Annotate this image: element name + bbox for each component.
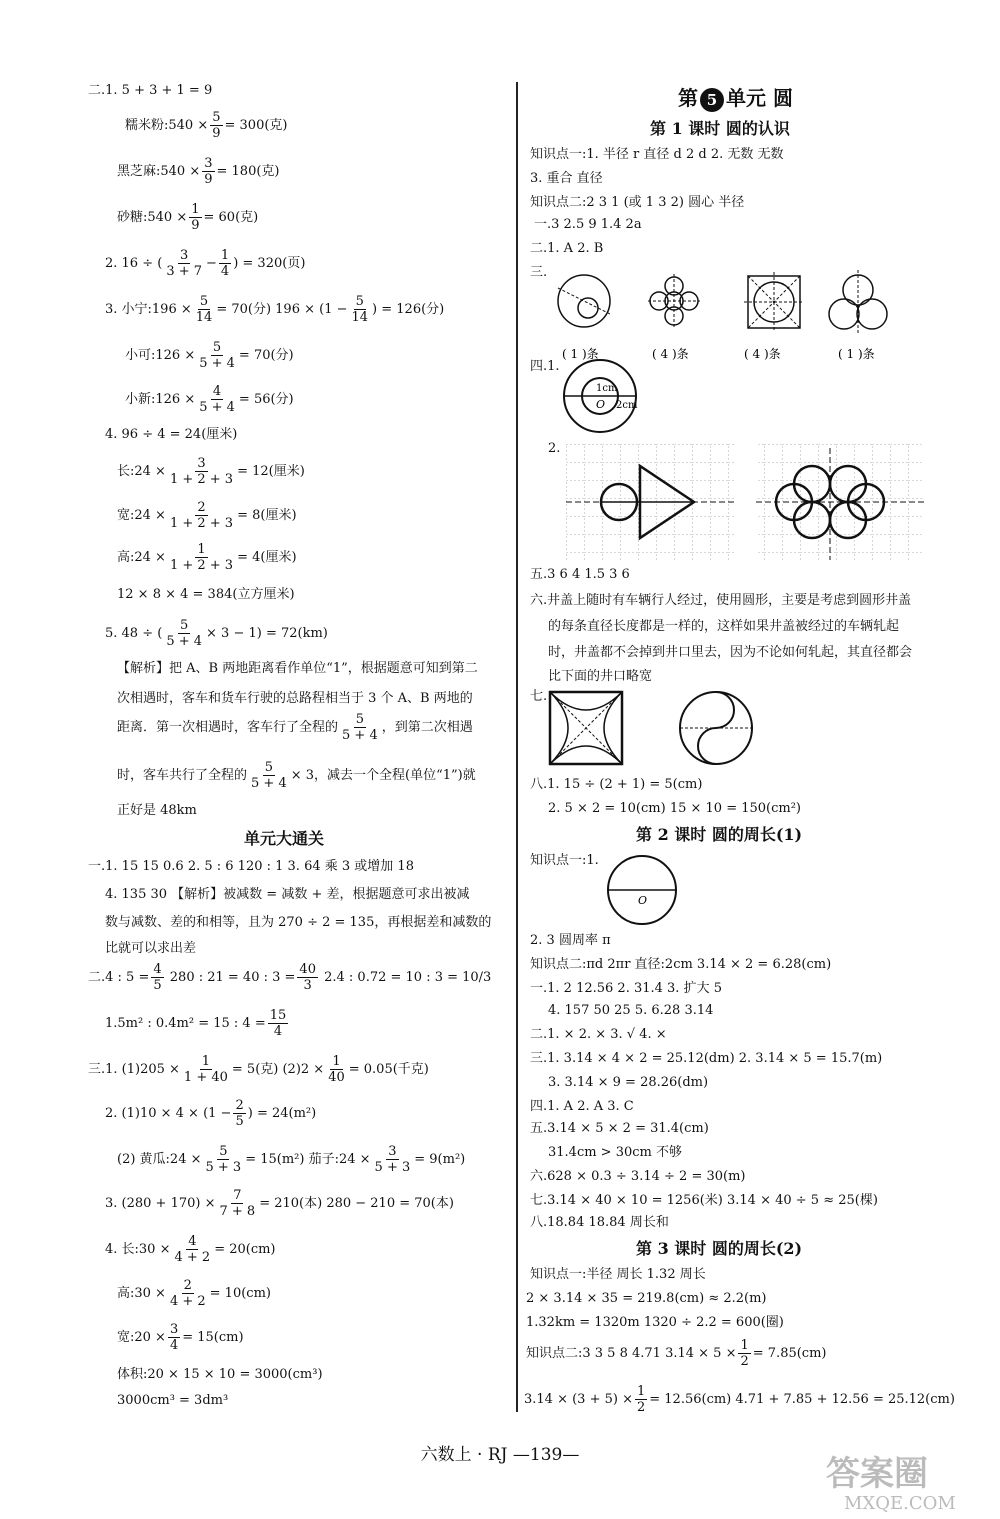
text: = 300(克) <box>224 118 288 133</box>
section-heading <box>650 120 790 138</box>
answer-line <box>125 384 294 415</box>
answer-line <box>530 852 599 870</box>
answer-line <box>105 248 305 279</box>
text: 八.18.84 18.84 周长和 <box>530 1215 669 1230</box>
text: 31.4cm > 30cm 不够 <box>548 1145 682 1160</box>
text: 数与减数、差的和相等，且为 270 ÷ 2 = 135，再根据差和减数的 <box>105 915 492 930</box>
text: 2. <box>548 441 561 456</box>
text: 黑芝麻:540 × <box>117 164 201 179</box>
unit-heading: 第 5 单元 圆 <box>678 86 793 110</box>
text: = 8(厘米) <box>237 508 297 523</box>
answer-line <box>526 1314 784 1332</box>
fraction: $\frac{2}{4 + 2}$ <box>169 1278 206 1309</box>
answer-line <box>105 940 196 958</box>
fig-three-circles-4 <box>829 270 887 334</box>
text: 4. 96 ÷ 4 = 24(厘米) <box>105 427 238 442</box>
answer-line <box>117 542 297 573</box>
answer-line <box>548 618 899 636</box>
text: 1.32km = 1320m 1320 ÷ 2.2 = 600(圈) <box>526 1315 784 1330</box>
answer-line <box>530 194 744 212</box>
text: 3. 重合 直径 <box>530 171 603 186</box>
answer-line <box>530 1192 878 1210</box>
fraction: $\frac{2}{1 + 2 + 3}$ <box>169 500 234 531</box>
fraction: $\frac{1}{40}$ <box>328 1054 345 1085</box>
text: ，到第二次相遇 <box>381 720 473 735</box>
answer-line <box>117 156 279 187</box>
figure-symmetry-circles <box>548 268 908 368</box>
text: 3000cm³ = 3dm³ <box>117 1393 229 1408</box>
text: 二.1. 5 + 3 + 1 = 9 <box>88 83 213 98</box>
text: 第 2 课时 圆的周长(1) <box>636 825 803 844</box>
answer-line <box>548 800 801 818</box>
svg-text:O: O <box>638 894 648 907</box>
text: 4. 长:30 × <box>105 1242 171 1257</box>
svg-text:( 1 )条: ( 1 )条 <box>838 347 875 361</box>
fraction: $\frac{1}{1 + 40}$ <box>183 1054 228 1085</box>
answer-line <box>88 962 491 993</box>
text: = 15(cm) <box>182 1330 244 1345</box>
text: 高:24 × <box>117 550 166 565</box>
text: 七.3.14 × 40 × 10 = 1256(米) 3.14 × 40 ÷ 5 ≈ 25(棵) <box>530 1193 878 1208</box>
text: = 12(厘米) <box>237 464 305 479</box>
text: × 3，减去一个全程(单位“1”)就 <box>290 768 476 783</box>
text: × 3 − 1) = 72(km) <box>206 626 328 641</box>
text: 六.628 × 0.3 ÷ 3.14 ÷ 2 = 30(m) <box>530 1169 746 1184</box>
fig-square-3 <box>744 272 804 332</box>
answer-line <box>117 660 478 678</box>
text: 知识点一:1. 半径 r 直径 d 2 d 2. 无数 无数 <box>530 147 784 162</box>
text: = 210(本) 280 − 210 = 70(本) <box>259 1196 454 1211</box>
text: 1.5m² : 0.4m² = 15 : 4 = <box>105 1016 266 1031</box>
answer-line <box>117 500 297 531</box>
answer-line <box>117 712 473 743</box>
fraction: $\frac{1}{2}$ <box>740 1338 749 1369</box>
fraction: $\frac{7}{7 + 8}$ <box>219 1188 256 1219</box>
answer-line <box>88 1054 429 1085</box>
text: = 12.56(cm) 4.71 + 7.85 + 12.56 = 25.12(cm) <box>649 1392 955 1407</box>
section-heading <box>636 826 802 844</box>
text: 3. (280 + 170) × <box>105 1196 216 1211</box>
section-heading <box>244 830 324 848</box>
answer-line <box>117 1366 323 1384</box>
text: 【解析】把 A、B 两地距离看作单位“1”，根据题意可知到第二 <box>117 661 478 676</box>
answer-line <box>117 1278 271 1309</box>
answer-line <box>548 1144 682 1162</box>
unit-number-badge: 5 <box>700 88 724 112</box>
section-heading <box>636 1240 802 1258</box>
text: 单元大通关 <box>244 829 325 848</box>
text: 六.井盖上随时有车辆行人经过，使用圆形，主要是考虑到圆形井盖 <box>530 593 912 608</box>
fraction: $\frac{15}{4}$ <box>269 1008 287 1039</box>
fraction: $\frac{5}{9}$ <box>212 110 221 141</box>
figure-concentric-circles <box>560 356 660 436</box>
text: = 15(m²) 茄子:24 × <box>245 1152 371 1167</box>
text: 的每条直径长度都是一样的，这样如果井盖被经过的车辆轧起 <box>548 619 900 634</box>
svg-text:O: O <box>596 398 606 411</box>
text: 二.1. × 2. × 3. √ 4. × <box>530 1027 667 1042</box>
fraction: $\frac{5}{5 + 4}$ <box>166 618 203 649</box>
answer-line <box>88 82 212 100</box>
text: 2. 5 × 2 = 10(cm) 15 × 10 = 150(cm²) <box>548 801 801 816</box>
text: = 10(cm) <box>209 1286 271 1301</box>
text: 二.4 : 5 = <box>88 970 150 985</box>
text: = 70(分) 196 × (1 − <box>216 302 348 317</box>
text: 四.1. <box>530 359 560 374</box>
answer-line <box>530 1214 669 1232</box>
fraction: $\frac{3}{3 + 7}$ <box>166 248 203 279</box>
answer-line <box>530 566 630 584</box>
answer-line <box>117 690 473 708</box>
text: 七. <box>530 689 548 704</box>
answer-line <box>530 592 911 610</box>
column-divider <box>516 82 518 1412</box>
page-footer: 六数上 · RJ —139— <box>420 1445 580 1465</box>
text: 二.1. A 2. B <box>530 241 604 256</box>
answer-line <box>105 1008 290 1039</box>
text: 知识点二:2 3 1 (或 1 3 2) 圆心 半径 <box>530 195 745 210</box>
text: 次相遇时，客车和货车行驶的总路程相当于 3 个 A、B 两地的 <box>117 691 473 706</box>
answer-line <box>530 1050 882 1068</box>
answer-line <box>530 932 611 950</box>
text: 时，客车共行了全程的 <box>117 768 248 783</box>
fig-circle-1 <box>558 275 610 327</box>
svg-text:MXQE.COM: MXQE.COM <box>844 1493 956 1514</box>
text: 五.3 6 4 1.5 3 6 <box>530 567 630 582</box>
answer-line <box>530 170 603 188</box>
answer-line <box>125 340 294 371</box>
fraction: $\frac{1}{9}$ <box>191 202 200 233</box>
fig-flower-2 <box>648 274 700 328</box>
text: 知识点二:3 3 5 8 4.71 3.14 × 5 × <box>526 1346 737 1361</box>
text: 糯米粉:540 × <box>125 118 209 133</box>
answer-line <box>530 776 702 794</box>
text: 2. (1)10 × 4 × (1 − <box>105 1106 232 1121</box>
text: 4. 157 50 25 5. 6.28 3.14 <box>548 1003 714 1018</box>
text: 3.14 × (3 + 5) × <box>524 1392 633 1407</box>
fraction: $\frac{4}{4 + 2}$ <box>174 1234 211 1265</box>
answer-line <box>530 980 722 998</box>
answer-line <box>548 668 652 686</box>
figure-circle-diameter <box>604 852 684 932</box>
answer-line <box>548 1074 708 1092</box>
text: 第 1 课时 圆的认识 <box>650 119 790 138</box>
answer-line <box>530 1026 667 1044</box>
answer-line <box>105 1098 316 1129</box>
fraction: $\frac{5}{5 + 3}$ <box>205 1144 242 1175</box>
text: 三. <box>530 265 548 280</box>
fraction: $\frac{3}{9}$ <box>204 156 213 187</box>
text: 2.4 : 0.72 = 10 : 3 = 10/3 <box>319 970 492 985</box>
answer-line <box>530 1266 706 1284</box>
answer-line <box>530 688 547 706</box>
svg-text:1cm: 1cm <box>596 383 618 394</box>
fraction: $\frac{1}{1 + 2 + 3}$ <box>169 542 234 573</box>
text: − <box>206 256 217 271</box>
text: 四.1. A 2. A 3. C <box>530 1099 634 1114</box>
answer-line <box>88 858 414 876</box>
text: 知识点一:1. <box>530 853 599 868</box>
fraction: $\frac{4}{5 + 4}$ <box>199 384 235 415</box>
answer-line <box>105 1234 276 1265</box>
figure-grid-drawings <box>566 444 926 564</box>
answer-line <box>548 1002 713 1020</box>
text: 知识点一:半径 周长 1.32 周长 <box>530 1267 706 1282</box>
text: 比就可以求出差 <box>105 941 197 956</box>
answer-line <box>125 110 287 141</box>
answer-line <box>530 264 547 282</box>
text: 小新:126 × <box>125 392 196 407</box>
text: 长:24 × <box>117 464 166 479</box>
text: 知识点二:πd 2πr 直径:2cm 3.14 × 2 = 6.28(cm) <box>530 957 832 972</box>
text: 小可:126 × <box>125 348 196 363</box>
answer-line <box>117 1322 244 1353</box>
answer-line <box>524 1384 955 1415</box>
answer-line <box>117 586 295 604</box>
answer-line <box>105 294 444 325</box>
answer-line <box>117 760 476 791</box>
fraction: $\frac{5}{5 + 4}$ <box>251 760 287 791</box>
answer-line <box>526 1338 827 1369</box>
answer-line <box>548 440 560 458</box>
fraction: $\frac{2}{5}$ <box>235 1098 244 1129</box>
text: 正好是 48km <box>117 803 197 818</box>
answer-line <box>105 426 237 444</box>
svg-text:( 4 )条: ( 4 )条 <box>744 347 781 361</box>
text: 一.3 2.5 9 1.4 2a <box>534 217 642 232</box>
answer-line <box>117 1392 228 1410</box>
text: = 56(分) <box>238 392 294 407</box>
answer-line <box>117 456 305 487</box>
fraction: $\frac{4}{5}$ <box>153 962 162 993</box>
svg-text:答案圈: 答案圈 <box>826 1454 928 1494</box>
text: 3. 小宁:196 × <box>105 302 192 317</box>
fraction: $\frac{5}{14}$ <box>351 294 369 325</box>
text: = 20(cm) <box>214 1242 276 1257</box>
text: 时，井盖都不会掉到井口里去，因为不论如何轧起，其直径都会 <box>548 645 913 660</box>
text: = 7.85(cm) <box>752 1346 827 1361</box>
text: 距离．第一次相遇时，客车行了全程的 <box>117 720 339 735</box>
fraction: $\frac{5}{5 + 4}$ <box>342 712 378 743</box>
text: 宽:20 × <box>117 1330 166 1345</box>
fraction: $\frac{1}{4}$ <box>220 248 230 279</box>
text: = 0.05(千克) <box>348 1062 429 1077</box>
answer-line <box>530 146 784 164</box>
answer-line <box>117 802 197 820</box>
text: 2 × 3.14 × 35 = 219.8(cm) ≈ 2.2(m) <box>526 1291 767 1306</box>
text: (2) 黄瓜:24 × <box>117 1152 202 1167</box>
answer-line <box>530 1098 634 1116</box>
text: 三.1. 3.14 × 4 × 2 = 25.12(dm) 2. 3.14 × 5 = 15.7(m) <box>530 1051 883 1066</box>
text: 宽:24 × <box>117 508 166 523</box>
fraction: $\frac{3}{4}$ <box>169 1322 179 1353</box>
answer-line <box>105 618 328 649</box>
answer-line <box>105 886 469 904</box>
text: ) = 320(页) <box>233 256 306 271</box>
text: = 70(分) <box>238 348 294 363</box>
answer-line <box>117 202 258 233</box>
text: = 4(厘米) <box>237 550 297 565</box>
fraction: $\frac{1}{2}$ <box>636 1384 646 1415</box>
fraction: $\frac{5}{5 + 4}$ <box>199 340 235 371</box>
text: ) = 126(分) <box>372 302 445 317</box>
text: 一.1. 15 15 0.6 2. 5 : 6 120 : 1 3. 64 乘 3 或增加 18 <box>88 859 414 874</box>
text: 砂糖:540 × <box>117 210 188 225</box>
text: 一.1. 2 12.56 2. 31.4 3. 扩大 5 <box>530 981 722 996</box>
text: 比下面的井口略宽 <box>548 669 653 684</box>
answer-line <box>530 240 603 258</box>
answer-line <box>117 1144 465 1175</box>
text: 第 3 课时 圆的周长(2) <box>636 1239 803 1258</box>
text: = 180(克) <box>216 164 280 179</box>
svg-text:( 4 )条: ( 4 )条 <box>652 347 689 361</box>
answer-line <box>526 1290 767 1308</box>
answer-line <box>530 1168 745 1186</box>
text: = 5(克) (2)2 × <box>231 1062 325 1077</box>
text: 4. 135 30 【解析】被减数 = 减数 + 差，根据题意可求出被减 <box>105 887 470 902</box>
answer-line <box>548 644 912 662</box>
fraction: $\frac{40}{3}$ <box>299 962 316 993</box>
watermark-logo <box>820 1445 990 1515</box>
text: 280 : 21 = 40 : 3 = <box>165 970 296 985</box>
text: 五.3.14 × 5 × 2 = 31.4(cm) <box>530 1121 709 1136</box>
text: 2. 16 ÷ ( <box>105 256 163 271</box>
text: 5. 48 ÷ ( <box>105 626 163 641</box>
text: 2. 3 圆周率 π <box>530 933 611 948</box>
answer-line <box>530 1120 709 1138</box>
answer-line <box>530 956 831 974</box>
text: = 60(克) <box>203 210 259 225</box>
text: = 9(m²) <box>414 1152 466 1167</box>
answer-line <box>105 1188 454 1219</box>
text: 体积:20 × 15 × 10 = 3000(cm³) <box>117 1367 323 1382</box>
fraction: $\frac{5}{14}$ <box>195 294 213 325</box>
answer-line <box>105 914 491 932</box>
text: ) = 24(m²) <box>247 1106 317 1121</box>
text: 3. 3.14 × 9 = 28.26(dm) <box>548 1075 709 1090</box>
text: 三.1. (1)205 × <box>88 1062 180 1077</box>
svg-text:2cm: 2cm <box>616 400 638 411</box>
answer-line <box>534 216 642 234</box>
fraction: $\frac{3}{1 + 2 + 3}$ <box>169 456 234 487</box>
text: 八.1. 15 ÷ (2 + 1) = 5(cm) <box>530 777 703 792</box>
text: 12 × 8 × 4 = 384(立方厘米) <box>117 587 295 602</box>
text: 高:30 × <box>117 1286 166 1301</box>
svg-text:( 1 )条: ( 1 )条 <box>562 347 599 361</box>
fraction: $\frac{3}{5 + 3}$ <box>374 1144 411 1175</box>
figure-square-arcs <box>548 690 778 770</box>
